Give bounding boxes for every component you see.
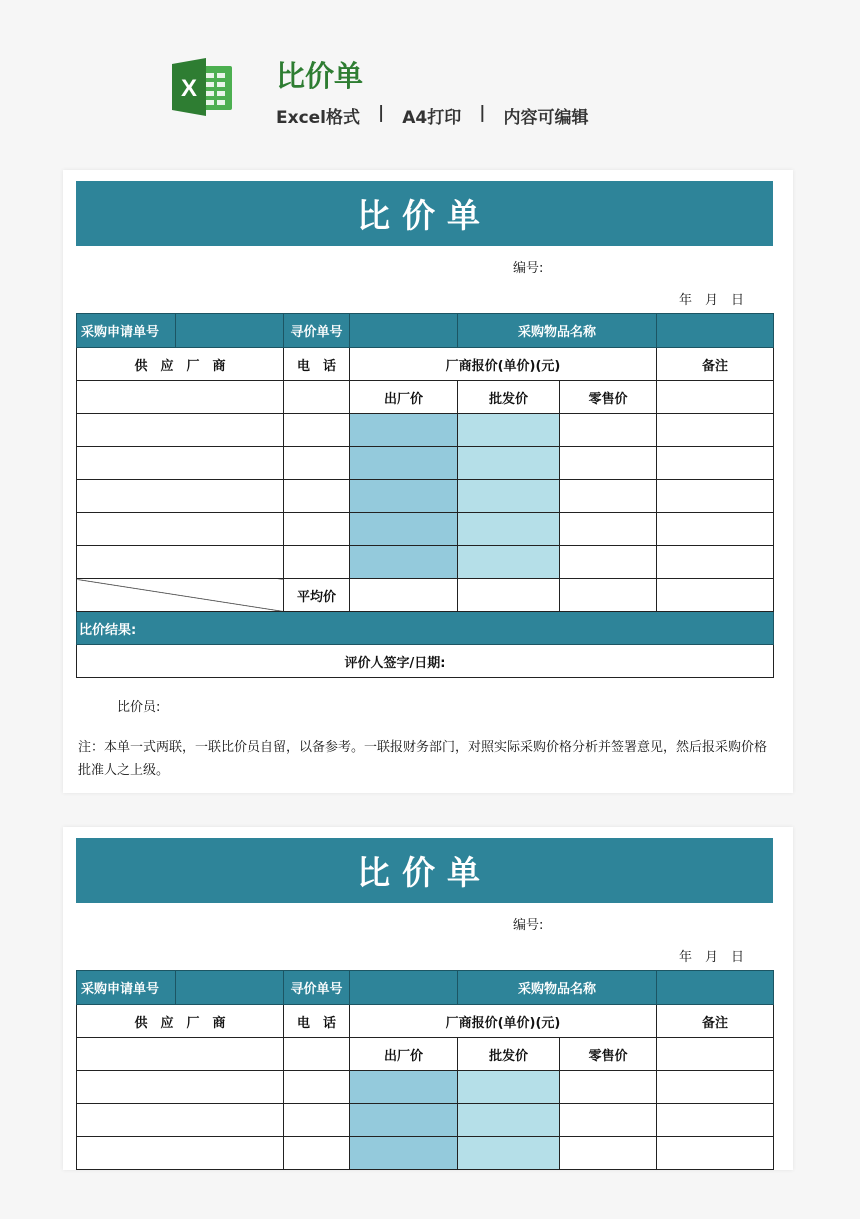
result-label[interactable]: 比价结果: bbox=[77, 612, 774, 645]
note-text: 注：本单一式两联，一联比价员自留，以备参考。一联报财务部门，对照实际采购价格分析并签署意见，然后报采购价格批准人之上级。 bbox=[78, 740, 768, 778]
inquiry-no-label: 寻价单号 bbox=[284, 971, 350, 1005]
avg-retail[interactable] bbox=[560, 579, 657, 612]
separator: | bbox=[378, 103, 385, 123]
table-row bbox=[77, 480, 774, 513]
phone-cell[interactable] bbox=[284, 1104, 350, 1137]
supplier-cell[interactable] bbox=[77, 414, 284, 447]
factory-price-header: 出厂价 bbox=[350, 1038, 458, 1071]
supplier-header: 供 应 厂 商 bbox=[77, 1005, 284, 1038]
number-label: 编号: bbox=[513, 918, 544, 933]
table-row bbox=[77, 1137, 774, 1170]
phone-cell[interactable] bbox=[284, 513, 350, 546]
supplier-cell[interactable] bbox=[77, 1104, 284, 1137]
average-row bbox=[77, 579, 774, 612]
factory-price-header: 出厂价 bbox=[350, 381, 458, 414]
supplier-cell[interactable] bbox=[77, 546, 284, 579]
item-name-input[interactable] bbox=[657, 314, 774, 348]
table-row bbox=[77, 1005, 774, 1038]
quote-header: 厂商报价(单价)(元) bbox=[350, 1005, 657, 1038]
remark-cell[interactable] bbox=[657, 1137, 774, 1170]
price-comparison-sheet bbox=[63, 170, 793, 793]
remark-header: 备注 bbox=[657, 348, 774, 381]
retail-price-cell[interactable] bbox=[560, 480, 657, 513]
sheet-title: 比价单 bbox=[76, 181, 773, 246]
table-row bbox=[77, 1104, 774, 1137]
factory-price-cell[interactable] bbox=[350, 546, 458, 579]
supplier-cell[interactable] bbox=[77, 447, 284, 480]
number-label: 编号: bbox=[513, 261, 544, 276]
date-label: 年 月 日 bbox=[679, 293, 745, 308]
remark-cell[interactable] bbox=[657, 480, 774, 513]
remark-cell[interactable] bbox=[657, 1071, 774, 1104]
purchase-request-no-input[interactable] bbox=[176, 971, 283, 1004]
wholesale-price-cell[interactable] bbox=[458, 546, 560, 579]
wholesale-price-cell[interactable] bbox=[458, 1104, 560, 1137]
table-row bbox=[77, 314, 774, 348]
purchase-request-no-label: 采购申请单号 bbox=[77, 971, 176, 1004]
factory-price-cell[interactable] bbox=[350, 447, 458, 480]
comparison-table bbox=[76, 970, 774, 1170]
retail-price-cell[interactable] bbox=[560, 1071, 657, 1104]
quote-header: 厂商报价(单价)(元) bbox=[350, 348, 657, 381]
remark-cell[interactable] bbox=[657, 546, 774, 579]
purchase-request-no-label: 采购申请单号 bbox=[77, 314, 176, 347]
purchase-request-no-cell bbox=[77, 971, 284, 1005]
retail-price-header: 零售价 bbox=[560, 1038, 657, 1071]
signature-row bbox=[77, 645, 774, 678]
supplier-header: 供 应 厂 商 bbox=[77, 348, 284, 381]
phone-cell[interactable] bbox=[284, 447, 350, 480]
table-row bbox=[77, 348, 774, 381]
purchase-request-no-input[interactable] bbox=[176, 314, 283, 347]
supplier-cell[interactable] bbox=[77, 1137, 284, 1170]
table-row bbox=[77, 1038, 774, 1071]
wholesale-price-cell[interactable] bbox=[458, 447, 560, 480]
remark-header: 备注 bbox=[657, 1005, 774, 1038]
table-row bbox=[77, 447, 774, 480]
svg-text:X: X bbox=[180, 75, 198, 102]
table-row bbox=[77, 971, 774, 1005]
table-row bbox=[77, 414, 774, 447]
remark-cell[interactable] bbox=[657, 1104, 774, 1137]
wholesale-price-cell[interactable] bbox=[458, 1071, 560, 1104]
supplier-cell[interactable] bbox=[77, 480, 284, 513]
price-comparison-sheet bbox=[63, 827, 793, 1170]
phone-header: 电 话 bbox=[284, 348, 350, 381]
wholesale-price-cell[interactable] bbox=[458, 513, 560, 546]
phone-cell[interactable] bbox=[284, 1071, 350, 1104]
table-row bbox=[77, 546, 774, 579]
inquiry-no-input[interactable] bbox=[350, 971, 458, 1005]
empty-cell bbox=[284, 1038, 350, 1071]
comparison-table bbox=[76, 313, 774, 678]
supplier-cell[interactable] bbox=[77, 1071, 284, 1104]
inquiry-no-label: 寻价单号 bbox=[284, 314, 350, 348]
factory-price-cell[interactable] bbox=[350, 1104, 458, 1137]
retail-price-cell[interactable] bbox=[560, 1137, 657, 1170]
signature-label: 评价人签字/日期: bbox=[344, 655, 446, 671]
empty-cell bbox=[77, 1038, 284, 1071]
table-row bbox=[77, 381, 774, 414]
avg-wholesale[interactable] bbox=[458, 579, 560, 612]
date-label: 年 月 日 bbox=[679, 950, 745, 965]
phone-cell[interactable] bbox=[284, 414, 350, 447]
retail-price-cell[interactable] bbox=[560, 546, 657, 579]
factory-price-cell[interactable] bbox=[350, 513, 458, 546]
phone-cell[interactable] bbox=[284, 546, 350, 579]
factory-price-cell[interactable] bbox=[350, 480, 458, 513]
separator: | bbox=[479, 103, 486, 123]
phone-cell[interactable] bbox=[284, 1137, 350, 1170]
empty-cell bbox=[284, 381, 350, 414]
empty-cell bbox=[77, 381, 284, 414]
phone-cell[interactable] bbox=[284, 480, 350, 513]
tag-editable: 内容可编辑 bbox=[503, 108, 589, 128]
page-title: 比价单 bbox=[276, 59, 364, 93]
retail-price-header: 零售价 bbox=[560, 381, 657, 414]
remark-cell[interactable] bbox=[657, 447, 774, 480]
comparer-label: 比价员: bbox=[117, 700, 161, 715]
item-name-label: 采购物品名称 bbox=[458, 314, 657, 348]
remark-cell[interactable] bbox=[657, 414, 774, 447]
result-row bbox=[77, 612, 774, 645]
retail-price-cell[interactable] bbox=[560, 414, 657, 447]
empty-cell bbox=[657, 381, 774, 414]
wholesale-price-cell[interactable] bbox=[458, 480, 560, 513]
factory-price-cell[interactable] bbox=[350, 1137, 458, 1170]
avg-remark[interactable] bbox=[657, 579, 774, 612]
diagonal-cell bbox=[77, 579, 284, 612]
wholesale-price-cell[interactable] bbox=[458, 414, 560, 447]
excel-icon bbox=[170, 56, 234, 118]
phone-header: 电 话 bbox=[284, 1005, 350, 1038]
sheet-title: 比价单 bbox=[76, 838, 773, 903]
avg-factory[interactable] bbox=[350, 579, 458, 612]
average-label: 平均价 bbox=[284, 579, 350, 612]
inquiry-no-input[interactable] bbox=[350, 314, 458, 348]
factory-price-cell[interactable] bbox=[350, 1071, 458, 1104]
wholesale-price-header: 批发价 bbox=[458, 1038, 560, 1071]
table-row bbox=[77, 513, 774, 546]
empty-cell bbox=[657, 1038, 774, 1071]
format-tags bbox=[276, 103, 588, 128]
wholesale-price-cell[interactable] bbox=[458, 1137, 560, 1170]
purchase-request-no-cell bbox=[77, 314, 284, 348]
tag-a4: A4打印 bbox=[402, 108, 462, 128]
table-row bbox=[77, 1071, 774, 1104]
signature-cell[interactable] bbox=[77, 645, 774, 678]
remark-cell[interactable] bbox=[657, 513, 774, 546]
retail-price-cell[interactable] bbox=[560, 1104, 657, 1137]
wholesale-price-header: 批发价 bbox=[458, 381, 560, 414]
item-name-input[interactable] bbox=[657, 971, 774, 1005]
tag-excel: Excel格式 bbox=[276, 108, 361, 128]
retail-price-cell[interactable] bbox=[560, 513, 657, 546]
supplier-cell[interactable] bbox=[77, 513, 284, 546]
item-name-label: 采购物品名称 bbox=[458, 971, 657, 1005]
factory-price-cell[interactable] bbox=[350, 414, 458, 447]
retail-price-cell[interactable] bbox=[560, 447, 657, 480]
